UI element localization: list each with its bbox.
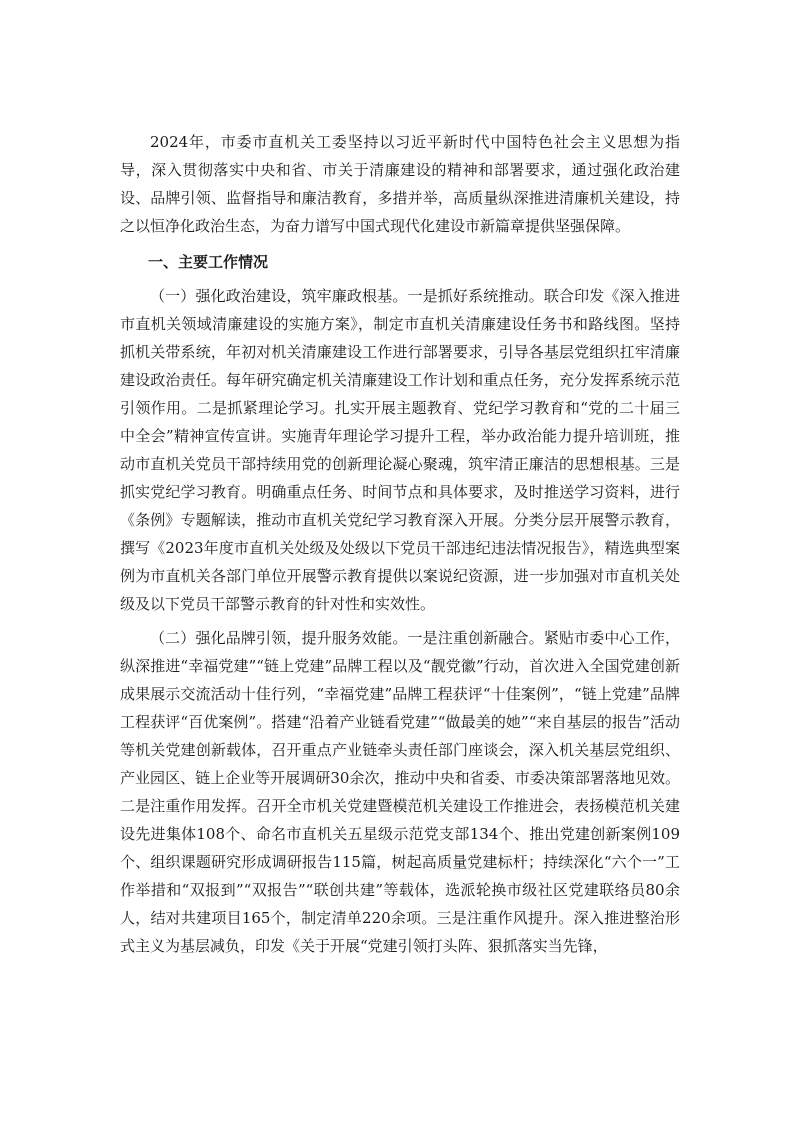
- intro-paragraph: 2024年，市委市直机关工委坚持以习近平新时代中国特色社会主义思想为指导，深入贯彻落实中央和省、市关于清廉建设的精神和部署要求，通过强化政治建设、品牌引领、监督指导和廉洁教育，多措并举，高质量纵深推进清廉机关建设，持之以恒净化政治生态，为奋力谱写中国式现代化建设市新篇章提供坚强保障。: [120, 133, 680, 235]
- section-heading-main-work: 一、主要工作情况: [148, 253, 269, 271]
- document-page: [120, 128, 680, 960]
- paragraph-political-building: （一）强化政治建设，筑牢廉政根基。一是抓好系统推动。联合印发《深入推进市直机关领域清廉建设的实施方案》，制定市直机关清廉建设任务书和路线图。坚持抓机关带系统，年初对机关清廉建设工作进行部署要求，引导各基层党组织扛牢清廉建设政治责任。每年研究确定机关清廉建设工作计划和重点任务，充分发挥系统示范引领作用。二是抓紧理论学习。扎实开展主题教育、党纪学习教育和“党的二十届三中全会”精神宣传宣讲。实施青年理论学习提升工程，举办政治能力提升培训班，推动市直机关党员干部持续用党的创新理论凝心聚魂，筑牢清正廉洁的思想根基。三是抓实党纪学习教育。明确重点任务、时间节点和具体要求，及时推送学习资料，进行《条例》专题解读，推动市直机关党纪学习教育深入开展。分类分层开展警示教育，撰写《2023年度市直机关处级及处级以下党员干部违纪违法情况报告》，精选典型案例为市直机关各部门单位开展警示教育提供以案说纪资源，进一步加强对市直机关处级及以下党员干部警示教育的针对性和实效性。: [120, 287, 680, 613]
- paragraph-brand-leadership: （二）强化品牌引领，提升服务效能。一是注重创新融合。紧贴市委中心工作，纵深推进“幸福党建”“链上党建”品牌工程以及“靓党徽”行动，首次进入全国党建创新成果展示交流活动十佳行列，“幸福党建”品牌工程获评“十佳案例”，“链上党建”品牌工程获评“百优案例”。搭建“沿着产业链看党建”“做最美的她”“来自基层的报告”活动等机关党建创新载体，召开重点产业链牵头责任部门座谈会，深入机关基层党组织、产业园区、链上企业等开展调研30余次，推动中央和省委、市委决策部署落地见效。二是注重作用发挥。召开全市机关党建暨模范机关建设工作推进会，表扬模范机关建设先进集体108个、命名市直机关五星级示范党支部134个、推出党建创新案例109个、组织课题研究形成调研报告115篇，树起高质量党建标杆；持续深化“六个一”工作举措和“双报到”“双报告”“联创共建”等载体，选派轮换市级社区党建联络员80余人，结对共建项目165个，制定清单220余项。三是注重作风提升。深入推进整治形式主义为基层减负，印发《关于开展“党建引领打头阵、狠抓落实当先锋，: [120, 629, 680, 955]
